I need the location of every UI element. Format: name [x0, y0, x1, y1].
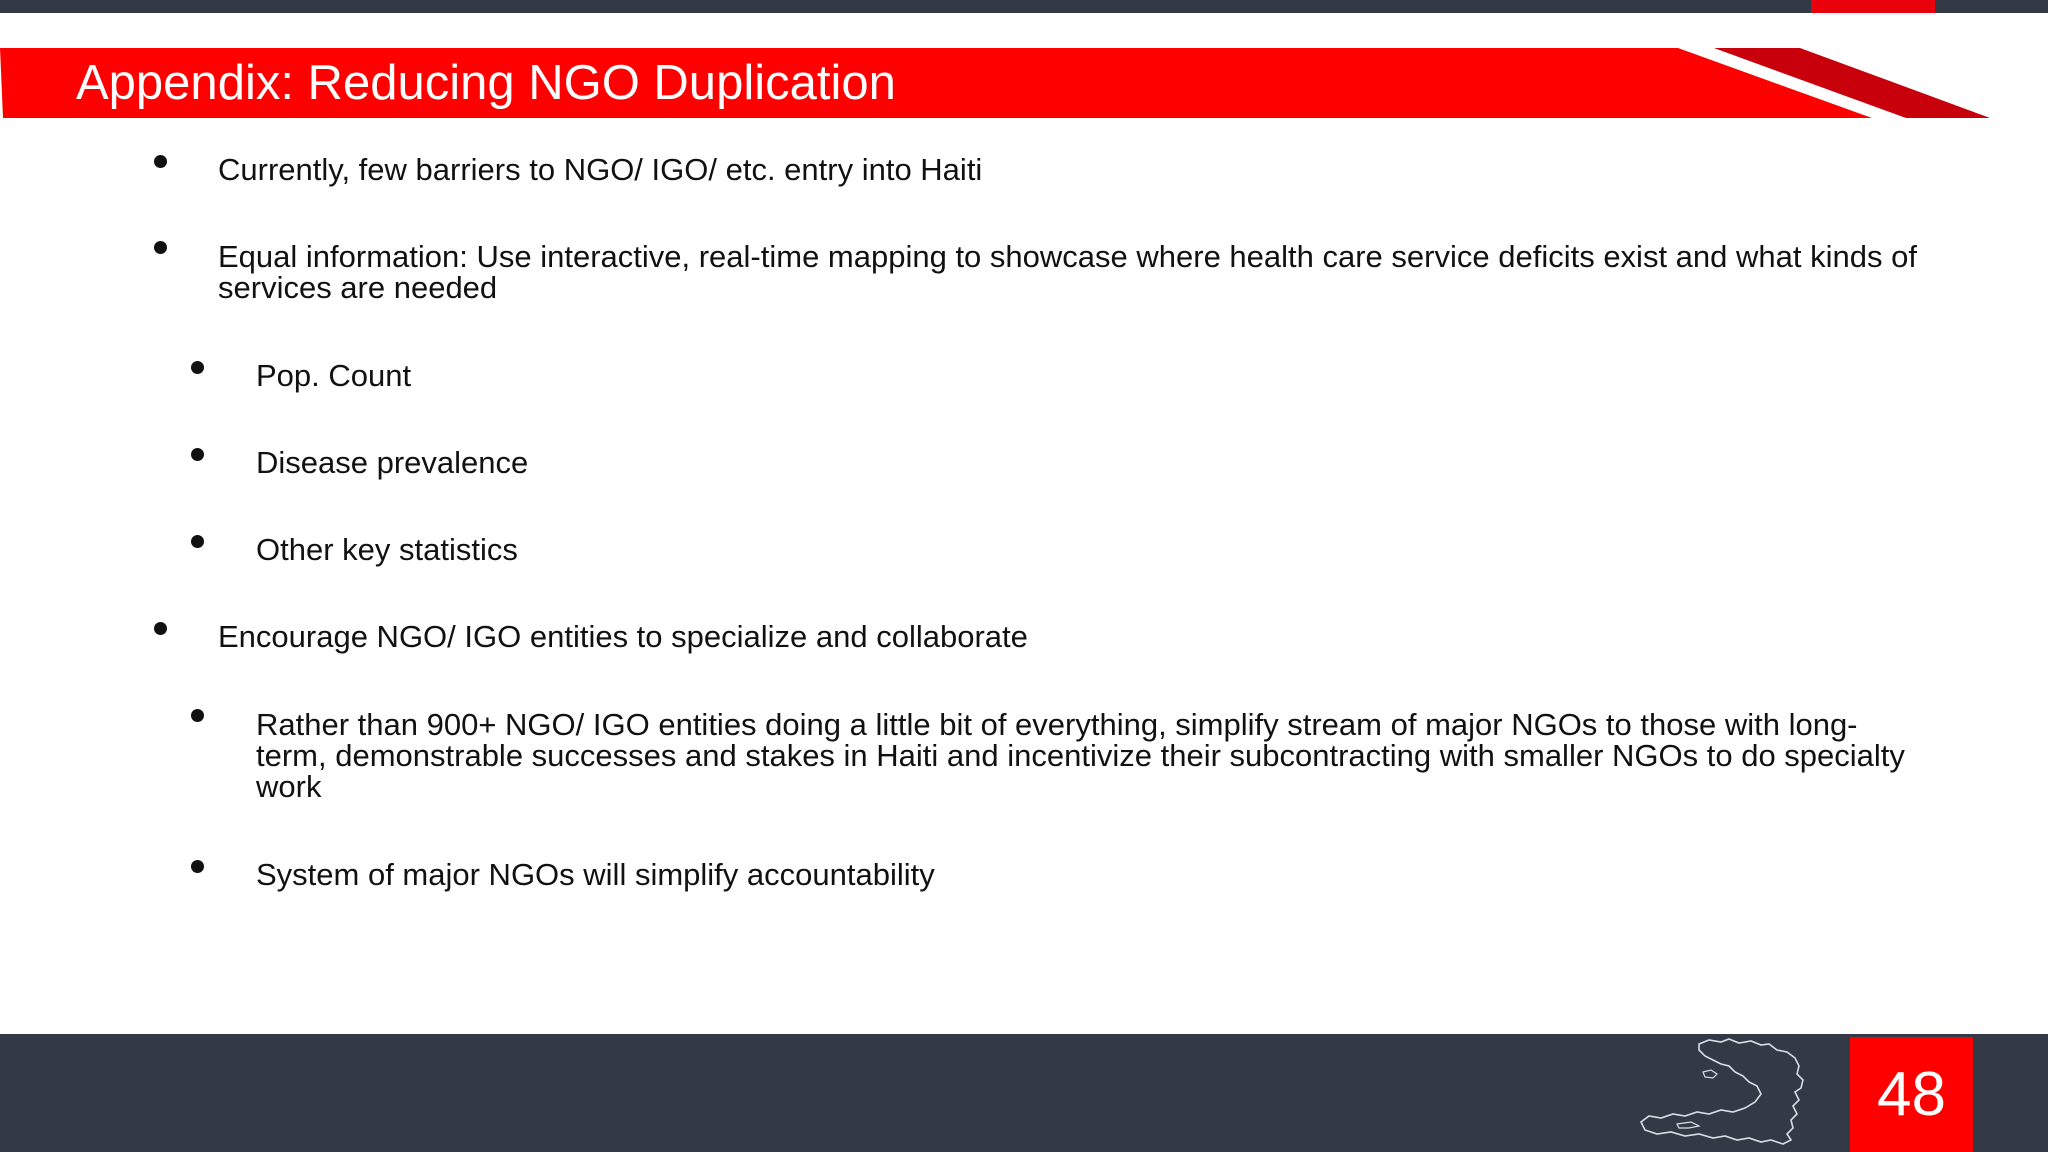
- bullet-dot: [191, 860, 204, 873]
- bullet-dot: [191, 709, 204, 722]
- bullet-text: Disease prevalence: [256, 445, 529, 480]
- bullet-dot: [154, 241, 167, 254]
- page-number: 48: [1850, 1037, 1973, 1152]
- bullet-dot: [191, 361, 204, 374]
- bullet-text: Equal information: Use interactive, real-time mapping to showcase where health care service deficits exist and what kinds of services are needed: [218, 239, 1917, 305]
- bullet-text: Encourage NGO/ IGO entities to specialize and collaborate: [218, 619, 1028, 654]
- bullet-text: System of major NGOs will simplify accountability: [256, 857, 935, 892]
- slide-title: Appendix: Reducing NGO Duplication: [76, 56, 896, 110]
- bullet-text: Other key statistics: [256, 532, 518, 567]
- bullet-text: Rather than 900+ NGO/ IGO entities doing a little bit of everything, simplify stream of major NGOs to those with long-term, demonstrable successes and stakes in Haiti and incentivize their subcontracting with smaller NGOs to do specialty work: [256, 707, 1905, 804]
- haiti-map-outline-icon: [1637, 1036, 1813, 1148]
- bullet-dot: [154, 155, 167, 168]
- bullet-dot: [191, 535, 204, 548]
- bullet-dot: [191, 448, 204, 461]
- bullet-text: Currently, few barriers to NGO/ IGO/ etc. entry into Haiti: [218, 152, 983, 187]
- bullet-dot: [154, 622, 167, 635]
- bullet-text: Pop. Count: [256, 358, 412, 393]
